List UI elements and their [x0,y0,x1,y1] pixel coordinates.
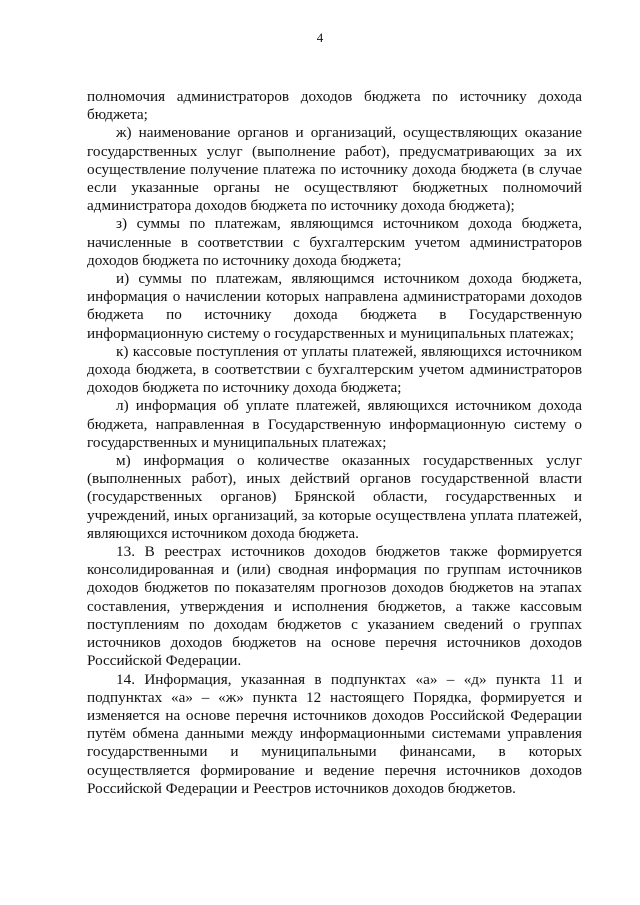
paragraph-item-k: к) кассовые поступления от уплаты платежей, являющихся источником дохода бюджета, в соответствии с бухгалтерским учетом администраторов доходов бюджета по источнику дохода бюджета; [87,342,582,397]
page-number: 4 [316,30,324,45]
paragraph-item-m: м) информация о количестве оказанных государственных услуг (выполненных работ), иных действий органов государственной власти (государственных органов) Брянской области, государственных и учреждений, иных организаций, за которые осуществлена уплата платежей, являющихся источником дохода бюджета. [87,452,582,542]
paragraph-14: 14. Информация, указанная в подпунктах «а» – «д» пункта 11 и подпунктах «а» – «ж» пункта 12 настоящего Порядка, формируется и изменяется на основе перечня источников доходов Российской Федерации путём обмена данными между информационными системами управления государственными и муниципальными финансами, в которых осуществляется формирование и ведение перечня источников доходов Российской Федерации и Реестров источников доходов бюджетов. [87,670,582,797]
paragraph-item-l: л) информация об уплате платежей, являющихся источником дохода бюджета, направленная в Государственную информационную систему о государственных и муниципальных платежах; [87,397,582,451]
document-body [87,88,582,798]
paragraph-continuation: полномочия администраторов доходов бюджета по источнику дохода бюджета; [87,88,582,124]
paragraph-item-z: з) суммы по платежам, являющимся источником дохода бюджета, начисленные в соответствии с бухгалтерским учетом администраторов доходов бюджета по источнику дохода бюджета; [87,215,582,269]
paragraph-13: 13. В реестрах источников доходов бюджетов также формируется консолидированная и (или) сводная информация по группам источников доходов бюджетов по показателям прогнозов доходов бюджетов на этапах составления, утверждения и исполнения бюджетов, а также кассовым поступлениям по доходам бюджетов с указанием сведений о группах источников доходов бюджетов на основе перечня источников доходов Российской Федерации. [87,543,582,670]
paragraph-item-i: и) суммы по платежам, являющимся источником дохода бюджета, информация о начислении которых направлена администраторами доходов бюджета по источнику дохода бюджета в Государственную информационную систему о государственных и муниципальных платежах; [87,270,582,342]
paragraph-item-zh: ж) наименование органов и организаций, осуществляющих оказание государственных услуг (выполнение работ), предусматривающих за их осуществление получение платежа по источнику дохода бюджета (в случае если указанные органы не осуществляют бюджетных полномочий администратора доходов бюджета по источнику дохода бюджета); [87,124,582,215]
